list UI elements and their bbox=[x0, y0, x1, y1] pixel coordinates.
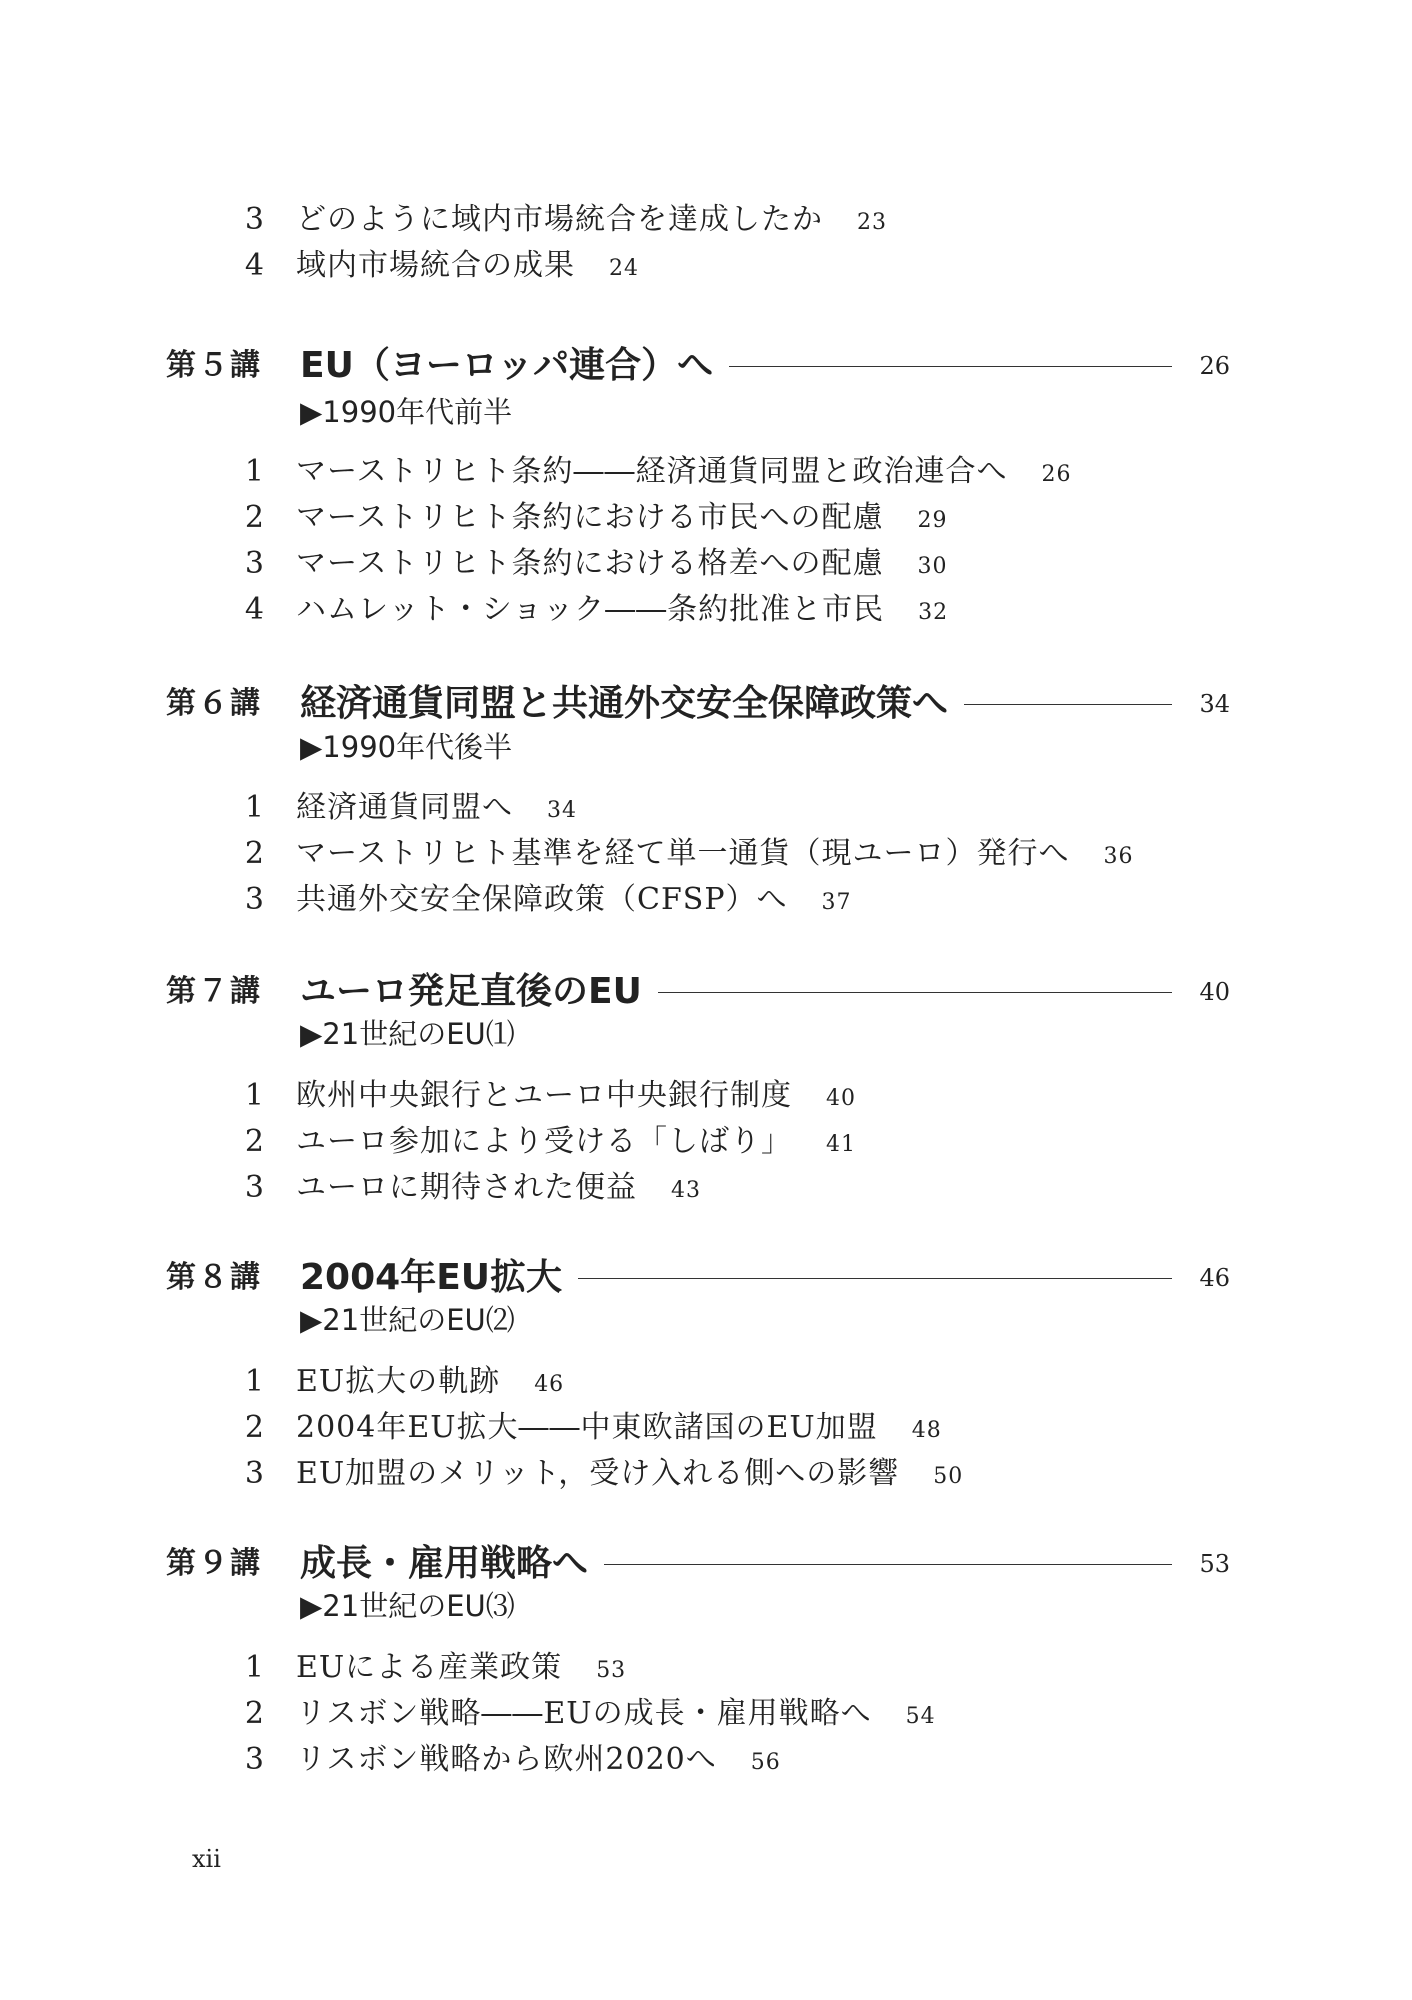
item-page: 43 bbox=[671, 1178, 701, 1203]
chapter-page: 53 bbox=[1199, 1550, 1230, 1578]
chapter-subtitle: ▶1990年代後半 bbox=[300, 730, 513, 764]
toc-item bbox=[0, 1690, 1412, 1738]
toc-item bbox=[0, 242, 1412, 290]
item-number: 1 bbox=[244, 790, 264, 825]
leader-rule bbox=[604, 1564, 1172, 1565]
page-folio: xii bbox=[192, 1845, 221, 1873]
chapter-subtitle: ▶21世紀のEU⑶ bbox=[300, 1589, 515, 1623]
item-title: EU拡大の軌跡 bbox=[296, 1364, 501, 1399]
item-page: 24 bbox=[609, 256, 639, 281]
item-number: 1 bbox=[244, 1650, 264, 1685]
chapter-page: 46 bbox=[1199, 1264, 1230, 1292]
item-number: 4 bbox=[244, 248, 264, 283]
item-page: 26 bbox=[1041, 462, 1072, 487]
chapter-heading bbox=[0, 1254, 1412, 1302]
item-number: 4 bbox=[244, 592, 264, 627]
chapter-label: 第５講 bbox=[166, 348, 262, 383]
item-page: 41 bbox=[826, 1132, 856, 1157]
item-title: 域内市場統合の成果 bbox=[296, 248, 575, 283]
toc-item bbox=[0, 784, 1412, 832]
chapter-heading bbox=[0, 342, 1412, 390]
item-page: 37 bbox=[821, 890, 852, 915]
item-title: 欧州中央銀行とユーロ中央銀行制度 bbox=[296, 1078, 792, 1113]
leader-rule bbox=[729, 366, 1172, 367]
toc-item bbox=[0, 196, 1412, 244]
chapter-page: 26 bbox=[1199, 352, 1230, 380]
item-title: リスボン戦略から欧州2020へ bbox=[296, 1742, 717, 1777]
item-title: EU加盟のメリット，受け入れる側への影響 bbox=[296, 1456, 900, 1491]
item-number: 2 bbox=[244, 1410, 264, 1445]
toc-item bbox=[0, 1072, 1412, 1120]
item-title: ユーロに期待された便益 bbox=[296, 1170, 637, 1205]
item-page: 54 bbox=[905, 1704, 936, 1729]
chapter-label: 第７講 bbox=[166, 974, 262, 1009]
item-page: 40 bbox=[826, 1086, 856, 1111]
item-page: 48 bbox=[911, 1418, 942, 1443]
item-page: 29 bbox=[917, 508, 948, 533]
item-title: マーストリヒト条約における格差への配慮 bbox=[296, 546, 884, 581]
item-title: 2004年EU拡大――中東欧諸国のEU加盟 bbox=[296, 1410, 878, 1445]
leader-rule bbox=[964, 704, 1172, 705]
item-title: マーストリヒト基準を経て単一通貨（現ユーロ）発行へ bbox=[296, 836, 1070, 871]
item-title: ハムレット・ショック――条約批准と市民 bbox=[296, 592, 885, 627]
toc-item bbox=[0, 1164, 1412, 1212]
item-number: 2 bbox=[244, 1124, 264, 1159]
chapter-page: 40 bbox=[1199, 978, 1230, 1006]
item-page: 30 bbox=[917, 554, 948, 579]
chapter-heading bbox=[0, 1540, 1412, 1588]
item-page: 50 bbox=[933, 1464, 964, 1489]
item-page: 34 bbox=[547, 798, 577, 823]
item-number: 3 bbox=[244, 1742, 264, 1777]
toc-item bbox=[0, 1644, 1412, 1692]
chapter-label: 第６講 bbox=[166, 686, 262, 721]
chapter-title: 経済通貨同盟と共通外交安全保障政策へ bbox=[300, 683, 949, 724]
toc-item bbox=[0, 494, 1412, 542]
item-title: 経済通貨同盟へ bbox=[296, 790, 513, 825]
chapter-title: 2004年EU拡大 bbox=[300, 1257, 563, 1298]
item-title: どのように域内市場統合を達成したか bbox=[296, 202, 823, 237]
item-number: 1 bbox=[244, 1078, 264, 1113]
toc-item bbox=[0, 830, 1412, 878]
chapter-title: ユーロ発足直後のEU bbox=[300, 971, 642, 1012]
toc-item bbox=[0, 448, 1412, 496]
toc-item bbox=[0, 1736, 1412, 1784]
chapter-subtitle: ▶21世紀のEU⑵ bbox=[300, 1303, 515, 1337]
item-title: マーストリヒト条約――経済通貨同盟と政治連合へ bbox=[296, 454, 1008, 489]
item-number: 3 bbox=[244, 1170, 264, 1205]
chapter-label: 第８講 bbox=[166, 1260, 262, 1295]
item-title: EUによる産業政策 bbox=[296, 1650, 563, 1685]
item-title: リスボン戦略――EUの成長・雇用戦略へ bbox=[296, 1696, 872, 1731]
item-title: ユーロ参加により受ける「しばり」 bbox=[296, 1124, 792, 1159]
chapter-heading bbox=[0, 968, 1412, 1016]
toc-item bbox=[0, 586, 1412, 634]
chapter-title: EU（ヨーロッパ連合）へ bbox=[300, 345, 714, 386]
item-number: 2 bbox=[244, 836, 264, 871]
chapter-heading bbox=[0, 680, 1412, 728]
item-page: 56 bbox=[750, 1750, 781, 1775]
toc-item bbox=[0, 1450, 1412, 1498]
item-title: 共通外交安全保障政策（CFSP）へ bbox=[296, 882, 788, 917]
chapter-page: 34 bbox=[1199, 690, 1230, 718]
item-number: 3 bbox=[244, 202, 264, 237]
item-number: 3 bbox=[244, 882, 264, 917]
toc-item bbox=[0, 540, 1412, 588]
toc-item bbox=[0, 876, 1412, 924]
item-number: 1 bbox=[244, 454, 264, 489]
toc-item bbox=[0, 1358, 1412, 1406]
item-page: 32 bbox=[918, 600, 949, 625]
item-number: 3 bbox=[244, 1456, 264, 1491]
item-number: 2 bbox=[244, 1696, 264, 1731]
leader-rule bbox=[578, 1278, 1172, 1279]
leader-rule bbox=[658, 992, 1172, 993]
toc-item bbox=[0, 1404, 1412, 1452]
item-page: 36 bbox=[1103, 844, 1134, 869]
item-page: 53 bbox=[596, 1658, 627, 1683]
item-number: 3 bbox=[244, 546, 264, 581]
chapter-subtitle: ▶1990年代前半 bbox=[300, 395, 513, 429]
chapter-label: 第９講 bbox=[166, 1546, 262, 1581]
item-page: 46 bbox=[534, 1372, 565, 1397]
item-page: 23 bbox=[857, 210, 887, 235]
chapter-subtitle: ▶21世紀のEU⑴ bbox=[300, 1017, 515, 1051]
item-title: マーストリヒト条約における市民への配慮 bbox=[296, 500, 884, 535]
item-number: 2 bbox=[244, 500, 264, 535]
toc-item bbox=[0, 1118, 1412, 1166]
item-number: 1 bbox=[244, 1364, 264, 1399]
chapter-title: 成長・雇用戦略へ bbox=[300, 1543, 589, 1584]
